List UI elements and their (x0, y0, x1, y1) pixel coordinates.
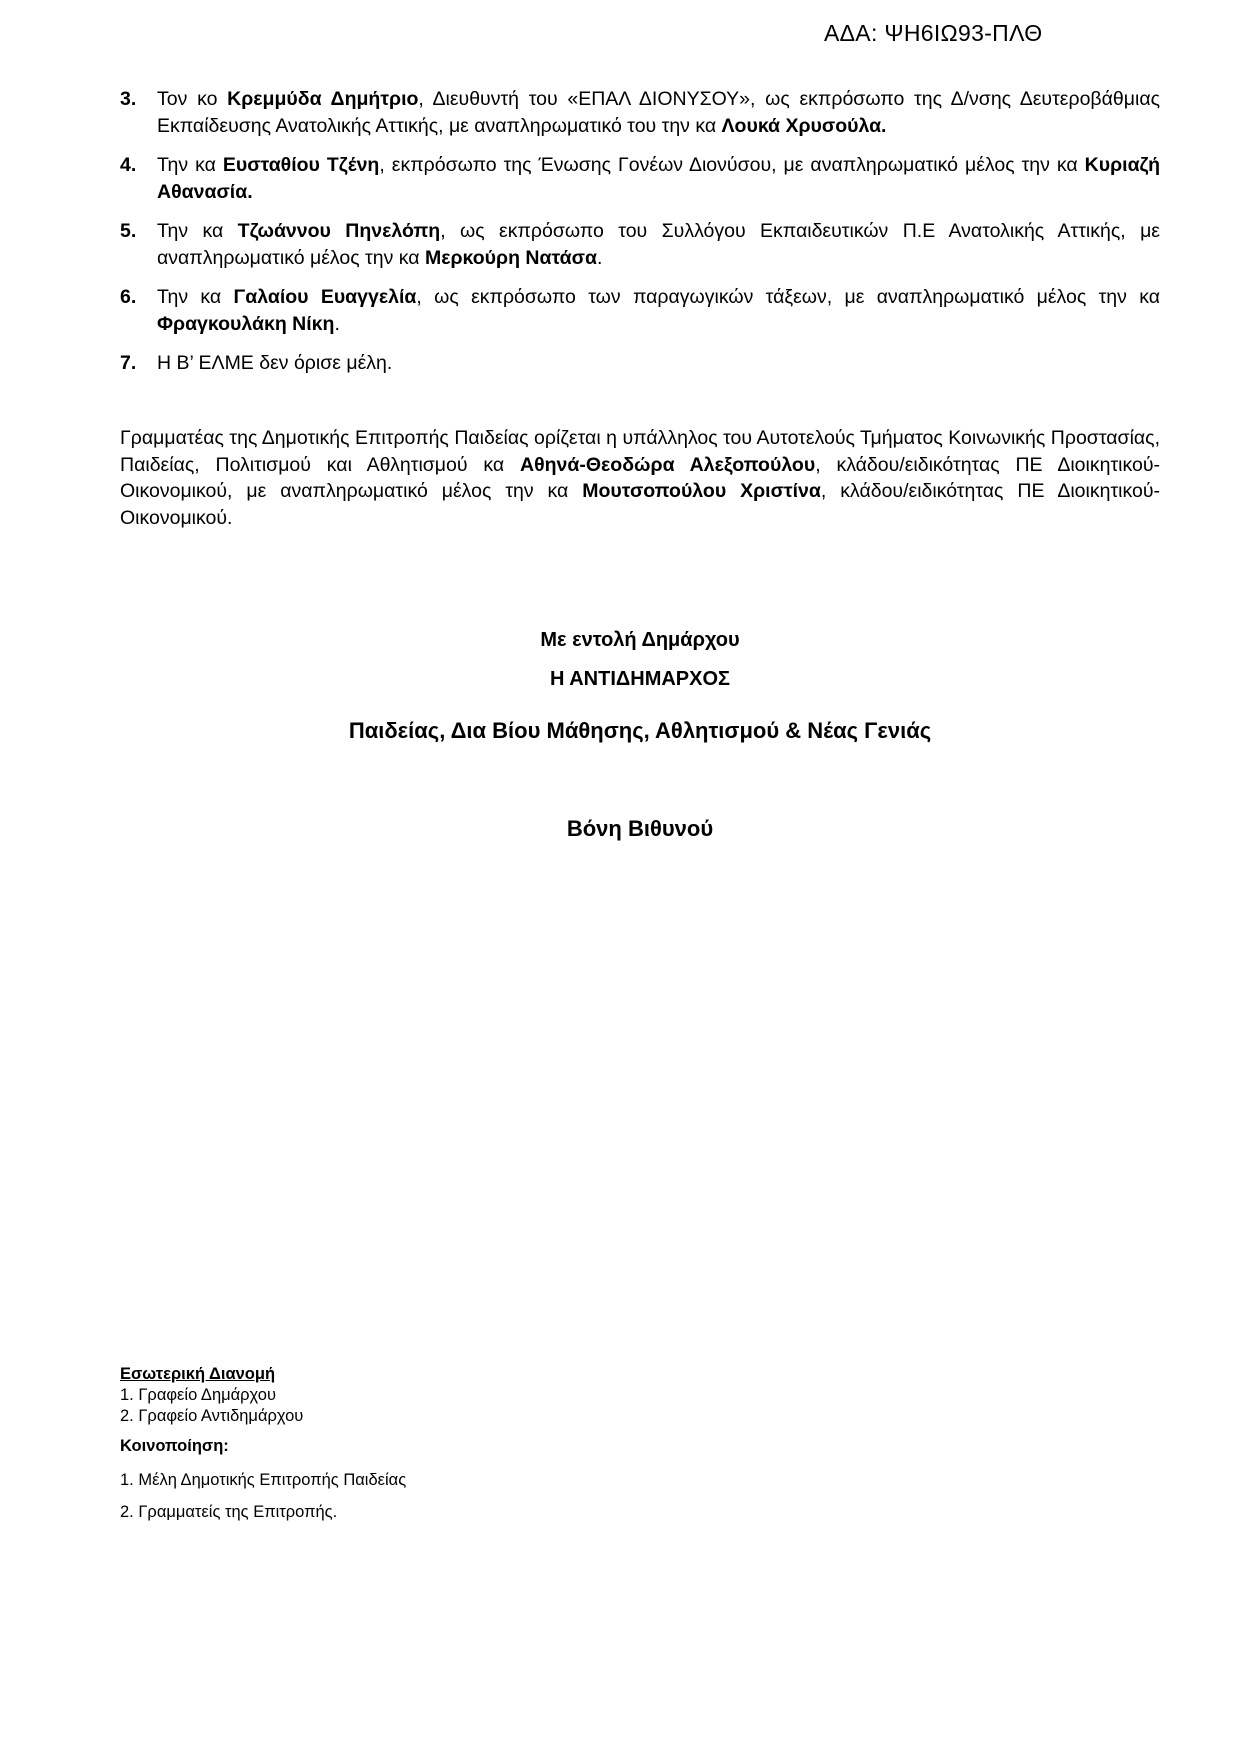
notification-item: 2. Γραμματείς της Επιτροπής. (120, 1503, 338, 1521)
item-number: 5. (120, 220, 137, 242)
list-item (120, 152, 1160, 205)
distribution-item: 2. Γραφείο Αντιδημάρχου (120, 1407, 304, 1425)
text-run: Η Β’ ΕΛΜΕ δεν όρισε μέλη. (157, 352, 393, 374)
signatory-name: Βόνη Βιθυνού (566, 816, 714, 841)
member-name: Τζωάννου Πηνελόπη (237, 220, 441, 242)
text-run: , Διευθυντή του «ΕΠΑΛ ΔΙΟΝΥΣΟΥ», ως εκπρόσωπο της Δ/νσης Δευτεροβάθμιας Εκπαίδευσης Ανατολικής Αττικής, με αναπληρωματικό του την κα (157, 88, 1160, 137)
item-number: 4. (120, 154, 137, 176)
distribution-item: 1. Γραφείο Δημάρχου (120, 1386, 276, 1404)
text-run: Την κα (157, 220, 238, 242)
text-run: Την κα (157, 286, 234, 308)
ada-code: ΑΔΑ: ΨΗ6ΙΩ93-ΠΛΘ (824, 20, 1043, 46)
list-item (120, 350, 1160, 377)
internal-distribution (120, 1364, 303, 1427)
list-item (120, 284, 1160, 337)
alternate-member-name: Μερκούρη Νατάσα (424, 246, 597, 269)
secretary-name: Αθηνά-Θεοδώρα Αλεξοπούλου (520, 453, 816, 476)
text-run: . (596, 246, 603, 269)
alternate-member-name: Φραγκουλάκη Νίκη (157, 312, 335, 335)
notification-title: Κοινοποίηση: (120, 1437, 229, 1455)
signature-portfolio: Παιδείας, Δια Βίου Μάθησης, Αθλητισμού & Νέας Γενιάς (348, 718, 932, 743)
signature-title: Η ΑΝΤΙΔΗΜΑΡΧΟΣ (549, 668, 731, 690)
members-list (120, 86, 1160, 390)
item-text (157, 284, 1160, 337)
item-text (157, 86, 1160, 139)
text-run: , κλάδου/ειδικότητας ΠΕ Διοικητικού-Οικονομικού. (120, 480, 1161, 529)
item-number: 7. (120, 352, 137, 374)
item-text (157, 218, 1160, 271)
list-item (120, 218, 1160, 271)
item-text (157, 350, 1160, 377)
text-run: Τον κο (157, 88, 228, 110)
item-text (157, 152, 1160, 205)
text-run: , εκπρόσωπο της Ένωσης Γονέων Διονύσου, με αναπληρωματικό μέλος την κα (379, 154, 1085, 176)
alternate-member-name: Κυριαζή Αθανασία. (157, 154, 1160, 203)
text-run: , ως εκπρόσωπο των παραγωγικών τάξεων, με αναπληρωματικό μέλος την κα (416, 286, 1160, 308)
alternate-member-name: Λουκά Χρυσούλα. (721, 114, 887, 137)
member-name: Κρεμμύδα Δημήτριο (227, 88, 419, 110)
text-run: , κλάδου/ειδικότητας ΠΕ Διοικητικού-Οικονομικού, με αναπληρωματικό μέλος την κα (120, 453, 1161, 502)
text-run: Γραμματέας της Δημοτικής Επιτροπής Παιδείας ορίζεται η υπάλληλος του Αυτοτελούς Τμήματος Κοινωνικής Προστασίας, Παιδείας, Πολιτισμού και Αθλητισμού κα (120, 427, 1160, 476)
member-name: Γαλαίου Ευαγγελία (233, 286, 417, 308)
item-number: 3. (120, 88, 137, 110)
text-run: Την κα (157, 154, 223, 176)
signature-authority: Με εντολή Δημάρχου (540, 629, 740, 651)
notification-item: 1. Μέλη Δημοτικής Επιτροπής Παιδείας (120, 1471, 407, 1489)
alternate-secretary-name: Μουτσοπούλου Χριστίνα (582, 480, 821, 502)
item-number: 6. (120, 286, 137, 308)
secretary-paragraph (120, 425, 1160, 531)
list-item (120, 86, 1160, 139)
text-run: . (334, 312, 340, 335)
distribution-title: Εσωτερική Διανομή (120, 1365, 276, 1383)
text-run: , ως εκπρόσωπο του Συλλόγου Εκπαιδευτικών Π.Ε Ανατολικής Αττικής, με αναπληρωματικό μέλος την κα (157, 220, 1160, 269)
member-name: Ευσταθίου Τζένη (222, 154, 380, 176)
